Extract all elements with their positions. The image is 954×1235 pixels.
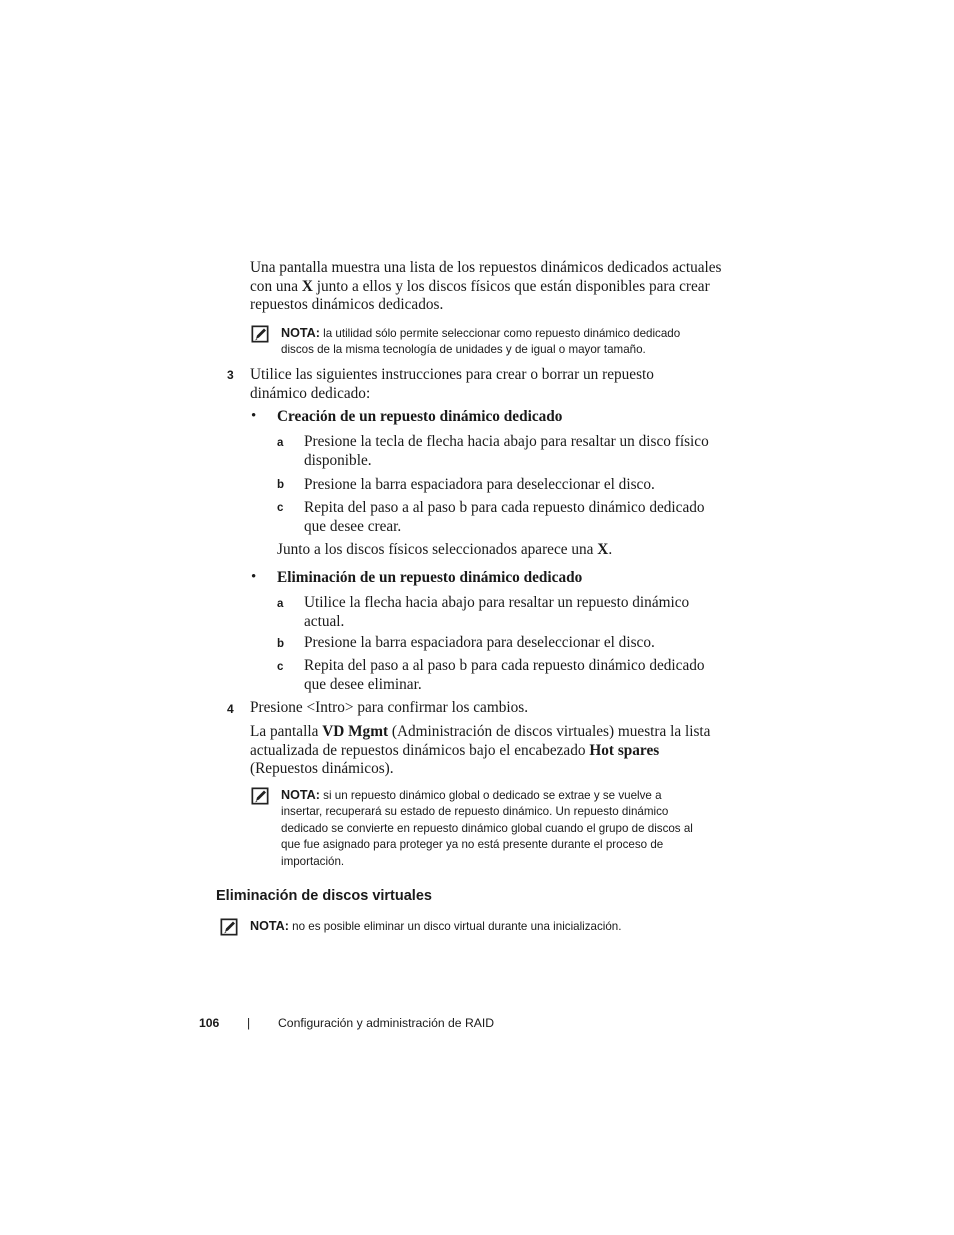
step-3-text bbox=[250, 366, 730, 403]
intro-paragraph bbox=[250, 259, 730, 315]
footer-separator: | bbox=[247, 1016, 251, 1030]
page-number: 106 bbox=[199, 1016, 220, 1030]
footer-title: Configuración y administración de RAID bbox=[278, 1016, 495, 1030]
intro-line-3: repuestos dinámicos dedicados. bbox=[250, 296, 444, 314]
pencil-note-icon bbox=[220, 918, 238, 936]
step-4-text: Presione <Intro> para confirmar los cambios. bbox=[250, 699, 529, 716]
step-number-3: 3 bbox=[227, 368, 234, 382]
section-heading: Eliminación de discos virtuales bbox=[216, 888, 432, 904]
note-1-line-1: NOTA: la utilidad sólo permite seleccionar como repuesto dinámico dedicado bbox=[281, 326, 681, 340]
create-step-c-letter: c bbox=[277, 502, 284, 514]
create-step-b: Presione la barra espaciadora para deseleccionar el disco. bbox=[304, 476, 655, 493]
create-step-c: Repita del paso a al paso b para cada repuesto dinámico dedicado que desee crear. bbox=[304, 499, 705, 535]
note-1-line-2: discos de la misma tecnología de unidades y de igual o mayor tamaño. bbox=[281, 343, 646, 357]
remove-step-c-letter: c bbox=[277, 661, 284, 673]
create-step-a-letter: a bbox=[277, 437, 284, 449]
remove-step-a-letter: a bbox=[277, 598, 284, 610]
bullet-remove: • bbox=[251, 569, 257, 585]
step-3-line-1: Utilice las siguientes instrucciones para crear o borrar un repuesto bbox=[250, 366, 654, 383]
remove-step-c: Repita del paso a al paso b para cada repuesto dinámico dedicado que desee eliminar. bbox=[304, 657, 705, 693]
create-step-a: Presione la tecla de flecha hacia abajo para resaltar un disco físico disponible. bbox=[304, 433, 709, 469]
remove-step-b: Presione la barra espaciadora para deseleccionar el disco. bbox=[304, 634, 655, 651]
note-2: NOTA: si un repuesto dinámico global o dedicado se extrae y se vuelve a insertar, recuperará su estado de repuesto dinámico. Un repuesto dinámico dedicado se convierte en repuesto dinámico global cuando el grupo de discos al que fue asignado para proteger ya no está presente durante el proceso de importación. bbox=[281, 788, 693, 868]
step-4-paragraph: La pantalla VD Mgmt (Administración de discos virtuales) muestra la lista actualizada de repuestos dinámicos bajo el encabezado Hot spares (Repuestos dinámicos). bbox=[250, 723, 711, 778]
note-3: NOTA: no es posible eliminar un disco virtual durante una inicialización. bbox=[250, 919, 622, 933]
create-title: Creación de un repuesto dinámico dedicado bbox=[277, 408, 563, 425]
create-step-b-letter: b bbox=[277, 479, 285, 491]
pencil-note-icon bbox=[251, 325, 269, 343]
remove-step-b-letter: b bbox=[277, 638, 285, 650]
step-number-4: 4 bbox=[227, 702, 234, 716]
intro-line-1: Una pantalla muestra una lista de los repuestos dinámicos dedicados actuales bbox=[250, 259, 722, 276]
intro-line-2: con una X junto a ellos y los discos físicos que están disponibles para crear bbox=[250, 277, 710, 295]
pencil-note-icon bbox=[251, 787, 269, 805]
remove-title: Eliminación de un repuesto dinámico dedicado bbox=[277, 569, 583, 586]
note-1 bbox=[281, 325, 731, 359]
step-3-line-2: dinámico dedicado: bbox=[250, 384, 371, 402]
create-result-text: Junto a los discos físicos seleccionados aparece una X. bbox=[277, 541, 613, 558]
bullet-create: • bbox=[251, 408, 257, 424]
remove-step-a: Utilice la flecha hacia abajo para resaltar un repuesto dinámico actual. bbox=[304, 594, 690, 630]
